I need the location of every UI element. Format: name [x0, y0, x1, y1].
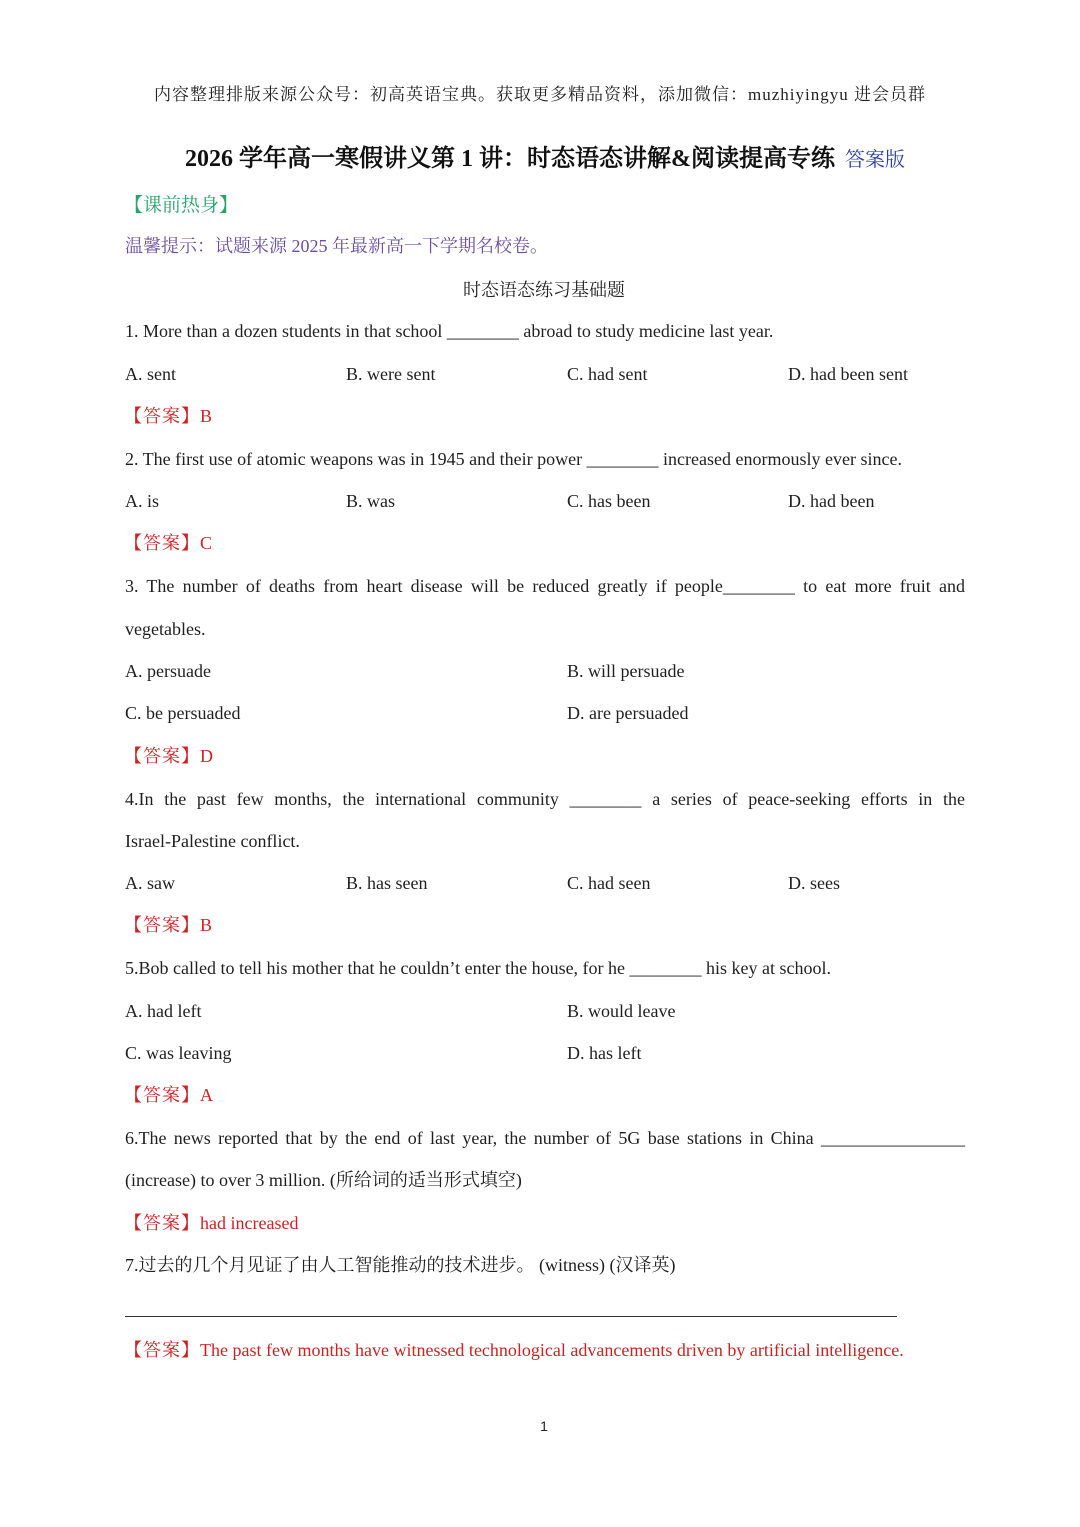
- question-1-option-b: B. were sent: [346, 364, 436, 384]
- question-1-option-d: D. had been sent: [788, 364, 908, 384]
- section-tag-warmup: 【课前热身】: [124, 195, 239, 216]
- question-6-stem-line-1: 6.The news reported that by the end of last year, the number of 5G base stations in China ________________: [125, 1128, 965, 1148]
- title-text: 2026 学年高一寒假讲义第 1 讲：时态语态讲解&阅读提高专练: [185, 146, 835, 172]
- question-7-answer: 【答案】The past few months have witnessed technological advancements driven by artificial intelligence.: [124, 1340, 904, 1360]
- question-1-stem: 1. More than a dozen students in that school ________ abroad to study medicine last year.: [125, 321, 774, 341]
- question-4-stem-line-1: 4.In the past few months, the international community ________ a series of peace-seeking efforts in the: [125, 789, 965, 809]
- page-number: 1: [540, 1418, 548, 1434]
- exercise-subtitle: 时态语态练习基础题: [463, 280, 625, 300]
- question-2-option-d: D. had been: [788, 491, 875, 511]
- question-5-option-a: A. had left: [125, 1001, 202, 1021]
- question-2-option-c: C. has been: [567, 491, 651, 511]
- answer-version-badge: 答案版: [845, 149, 905, 171]
- source-tip: 温馨提示：试题来源 2025 年最新高一下学期名校卷。: [125, 236, 548, 256]
- question-1-option-a: A. sent: [125, 364, 176, 384]
- question-2-stem: 2. The first use of atomic weapons was in 1945 and their power ________ increased enormously ever since.: [125, 449, 902, 469]
- question-3-answer: 【答案】D: [124, 746, 213, 766]
- header-note: 内容整理排版来源公众号：初高英语宝典。获取更多精品资料，添加微信：muzhiyingyu 进会员群: [154, 85, 926, 104]
- question-1-answer: 【答案】B: [124, 406, 213, 426]
- question-5-option-b: B. would leave: [567, 1001, 676, 1021]
- question-4-stem-line-2: Israel-Palestine conflict.: [125, 831, 300, 851]
- question-5-stem: 5.Bob called to tell his mother that he couldn’t enter the house, for he ________ his key at school.: [125, 958, 832, 978]
- question-2-option-b: B. was: [346, 491, 395, 511]
- question-3-option-c: C. be persuaded: [125, 703, 241, 723]
- question-1-option-c: C. had sent: [567, 364, 648, 384]
- question-5-answer: 【答案】A: [124, 1085, 213, 1105]
- question-5-option-c: C. was leaving: [125, 1043, 232, 1063]
- question-2-answer: 【答案】C: [124, 533, 213, 553]
- question-3-stem-line-2: vegetables.: [125, 619, 206, 639]
- question-3-stem-line-1: 3. The number of deaths from heart disease will be reduced greatly if people________ to eat more fruit and: [125, 576, 965, 596]
- question-4-option-a: A. saw: [125, 873, 175, 893]
- question-6-stem-line-2: (increase) to over 3 million. (所给词的适当形式填空): [125, 1170, 522, 1190]
- question-5-option-d: D. has left: [567, 1043, 642, 1063]
- question-7-stem: 7.过去的几个月见证了由人工智能推动的技术进步。 (witness) (汉译英): [125, 1255, 676, 1275]
- document-title: [0, 138, 1080, 173]
- question-4-option-b: B. has seen: [346, 873, 428, 893]
- question-3-option-b: B. will persuade: [567, 661, 685, 681]
- question-6-answer: 【答案】had increased: [124, 1213, 299, 1233]
- answer-writing-line: [125, 1316, 897, 1317]
- question-4-option-c: C. had seen: [567, 873, 651, 893]
- question-3-option-d: D. are persuaded: [567, 703, 689, 723]
- question-3-option-a: A. persuade: [125, 661, 211, 681]
- question-2-option-a: A. is: [125, 491, 160, 511]
- question-4-answer: 【答案】B: [124, 915, 213, 935]
- question-4-option-d: D. sees: [788, 873, 840, 893]
